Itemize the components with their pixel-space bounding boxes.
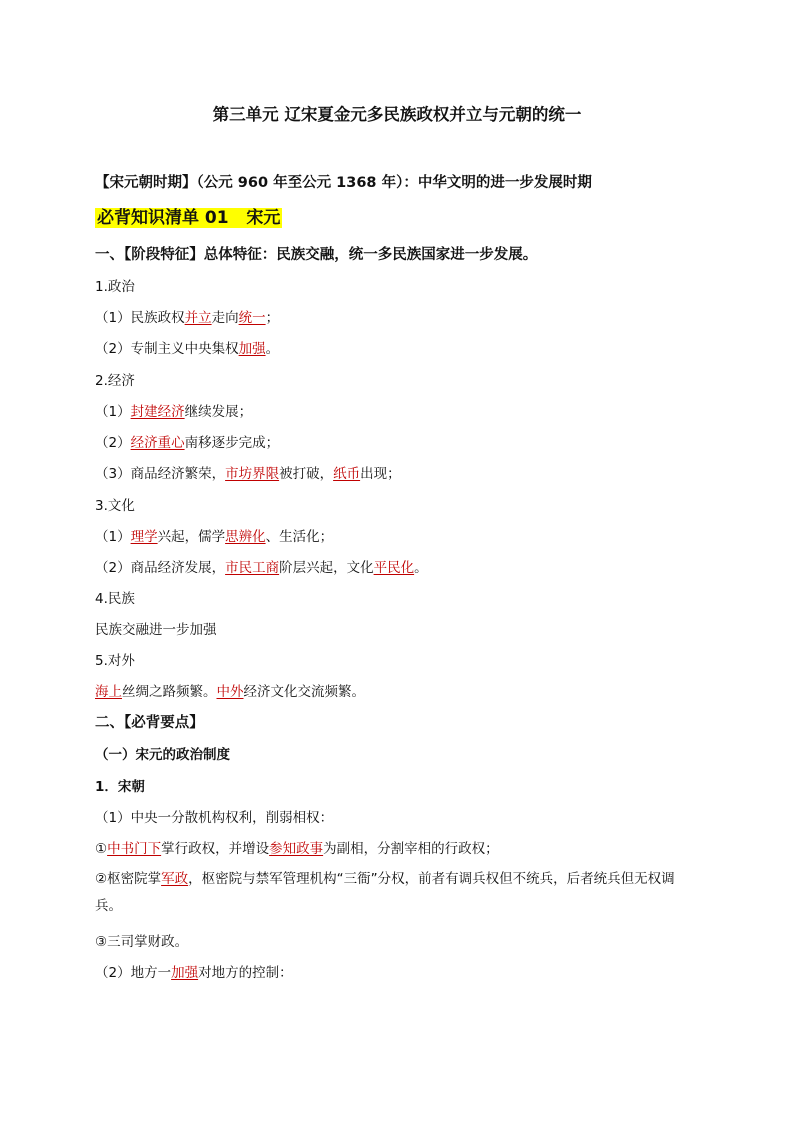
politics-item-2: （2）专制主义中央集权加强。 — [95, 341, 280, 357]
local-heading: （2）地方一加强对地方的控制： — [95, 965, 293, 981]
page-title: 第三单元 辽宋夏金元多民族政权并立与元朝的统一 — [212, 105, 582, 124]
section1-heading: 一、【阶段特征】总体特征：民族交融，统一多民族国家进一步发展。 — [95, 247, 538, 263]
economy-item-3: （3）商品经济繁荣，市坊界限被打破，纸币出现； — [95, 466, 401, 482]
checklist-label: 必背知识清单 01 宋元 — [97, 208, 281, 228]
central-heading: （1）中央一分散机构权利，削弱相权： — [95, 810, 334, 826]
politics-heading: 1.政治 — [95, 279, 135, 295]
section2-heading: 二、【必背要点】 — [95, 715, 204, 731]
ethnic-heading: 4.民族 — [95, 591, 135, 607]
song-dynasty-heading: 1．宋朝 — [95, 779, 145, 795]
economy-item-1: （1）封建经济继续发展； — [95, 404, 253, 420]
period-heading: 【宋元朝时期】（公元 960 年至公元 1368 年）：中华文明的进一步发展时期 — [95, 175, 592, 191]
central-item-2: ②枢密院掌军政，枢密院与禁军管理机构“三衙”分权，前者有调兵权但不统兵，后者统兵但无权调兵。 — [95, 871, 675, 914]
economy-heading: 2.经济 — [95, 373, 135, 389]
economy-item-2: （2）经济重心南移逐步完成； — [95, 435, 280, 451]
culture-heading: 3.文化 — [95, 498, 135, 514]
foreign-heading: 5.对外 — [95, 653, 135, 669]
central-item-1: ①中书门下掌行政权，并增设参知政事为副相，分割宰相的行政权； — [95, 841, 499, 857]
central-item-3: ③三司掌财政。 — [95, 934, 189, 950]
politics-item-1: （1）民族政权并立走向统一； — [95, 310, 280, 326]
culture-item-2: （2）商品经济发展，市民工商阶层兴起，文化平民化。 — [95, 560, 428, 576]
political-system-heading: （一）宋元的政治制度 — [95, 747, 230, 763]
culture-item-1: （1）理学兴起，儒学思辨化、生活化； — [95, 529, 334, 545]
checklist-heading — [95, 206, 282, 230]
foreign-item: 海上丝绸之路频繁。中外经济文化交流频繁。 — [95, 684, 365, 700]
ethnic-text: 民族交融进一步加强 — [95, 622, 217, 638]
